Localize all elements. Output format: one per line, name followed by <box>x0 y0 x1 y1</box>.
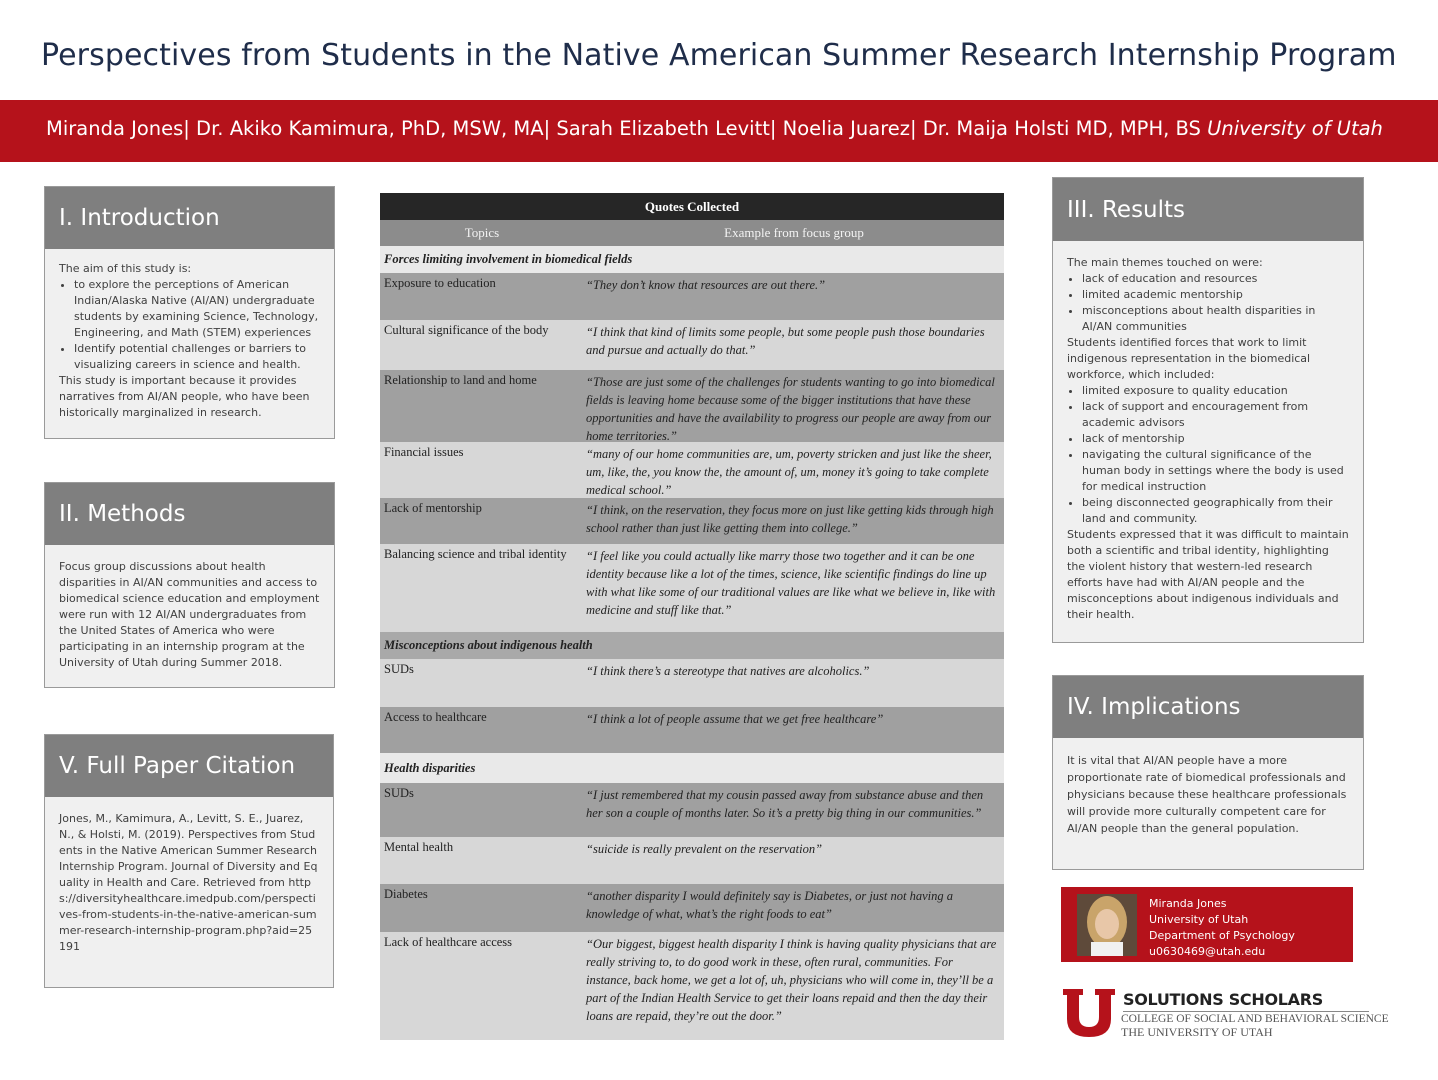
topic-cell: Lack of mentorship <box>384 501 482 515</box>
results-theme: • limited academic mentorship <box>1082 287 1349 303</box>
implications-text: It is vital that AI/AN people have a more proportionate rate of biomedical professionals and physicians because these healthcare professionals will provide more culturally competent care for AI/AN people than the general population. <box>1067 754 1347 835</box>
col-topics-header: Topics <box>464 225 500 240</box>
topic-cell: Financial issues <box>384 445 464 459</box>
logo-divider <box>1123 1011 1369 1012</box>
results-lead: The main themes touched on were: <box>1067 256 1263 269</box>
results-force: • lack of support and encouragement from academic advisors <box>1082 399 1349 431</box>
quote-cell: “I think a lot of people assume that we get free healthcare” <box>586 712 884 726</box>
table-section-heading: Health disparities <box>380 753 1004 783</box>
table-title: Quotes Collected <box>380 193 1004 220</box>
table-row <box>380 370 1004 442</box>
results-theme: • lack of education and resources <box>1082 271 1349 287</box>
citation-heading: V. Full Paper Citation <box>45 735 333 797</box>
implications-card <box>1052 675 1364 870</box>
table-row <box>380 544 1004 632</box>
contact-name: Miranda Jones <box>1149 897 1227 910</box>
university-u-logo <box>1061 987 1117 1039</box>
quote-cell: “I think that kind of limits some people, but some people push those boundaries and pursue and actually do that.” <box>586 325 985 357</box>
results-body <box>1053 241 1363 633</box>
table-row <box>380 659 1004 707</box>
results-forces <box>1067 383 1349 527</box>
implications-heading: IV. Implications <box>1053 676 1363 738</box>
contact-card <box>1061 887 1353 962</box>
citation-text: Jones, M., Kamimura, A., Levitt, S. E., Juarez, N., & Holsti, M. (2019). Perspectives from Students in the Native American Summer Research Internship Program. Journal of Diversity and Equality in Health and Care. Retrieved from https://diversityhealthcare.imedpub.com/perspectives-from-students-in-the-native-american-summer-research-internship-program.php?aid=25191 <box>59 812 318 953</box>
topic-cell: Lack of healthcare access <box>384 935 513 949</box>
table-row <box>380 884 1004 932</box>
introduction-bullet: • Identify potential challenges or barriers to visualizing careers in science and health. <box>74 341 320 373</box>
quote-cell: “I think, on the reservation, they focus more on just like getting kids through high school rather than just like getting them into college.” <box>586 503 994 535</box>
table-row <box>380 783 1004 837</box>
col-example-header: Example from focus group <box>724 225 864 240</box>
table-row <box>380 932 1004 1040</box>
quote-cell: “They don’t know that resources are out there.” <box>586 278 826 292</box>
author-names: Miranda Jones| Dr. Akiko Kamimura, PhD, MSW, MA| Sarah Elizabeth Levitt| Noelia Juarez| Dr. Maija Holsti MD, MPH, BS <box>46 117 1201 140</box>
introduction-body <box>45 249 334 431</box>
topic-cell: Cultural significance of the body <box>384 323 549 337</box>
introduction-list <box>59 277 320 373</box>
results-force: • lack of mentorship <box>1082 431 1349 447</box>
quote-cell: “I just remembered that my cousin passed away from substance abuse and then her son a couple of months later. So it’s a pretty big thing in our communities.” <box>586 788 984 820</box>
table-row <box>380 707 1004 753</box>
results-themes <box>1067 271 1349 335</box>
introduction-bullet: • to explore the perceptions of American Indian/Alaska Native (AI/AN) undergraduate students by examining Science, Technology, Engineering, and Math (STEM) experiences <box>74 277 320 341</box>
topic-cell: SUDs <box>384 786 414 800</box>
topic-cell: Mental health <box>384 840 454 854</box>
table-header-row <box>380 220 1004 246</box>
contact-school: University of Utah <box>1149 913 1249 926</box>
logo-brand: SOLUTIONS SCHOLARS <box>1123 990 1323 1009</box>
author-institution: University of Utah <box>1207 117 1383 140</box>
quote-cell: “suicide is really prevalent on the reservation” <box>586 842 823 856</box>
introduction-lead: The aim of this study is: <box>59 262 192 275</box>
results-force: • navigating the cultural significance of the human body in settings where the body is used for medical instruction <box>1082 447 1349 495</box>
results-heading: III. Results <box>1053 178 1363 241</box>
topic-cell: Access to healthcare <box>384 710 487 724</box>
quote-cell: “another disparity I would definitely say is Diabetes, or just not having a knowledge of what, what’s the right foods to eat” <box>586 889 953 921</box>
logo-university: THE UNIVERSITY OF UTAH <box>1121 1025 1273 1039</box>
methods-card <box>44 482 335 688</box>
table-section-heading: Misconceptions about indigenous health <box>380 632 1004 659</box>
quotes-table <box>380 193 1004 1040</box>
quote-cell: “Those are just some of the challenges for students wanting to go into biomedical fields is leaving home because some of the bigger institutions that have these opportunities and have the availability to progress our people are away from our home territories.” <box>586 375 995 443</box>
topic-cell: Diabetes <box>384 887 428 901</box>
contact-email: u0630469@utah.edu <box>1149 945 1266 958</box>
contact-lines <box>1149 896 1295 960</box>
table-row <box>380 498 1004 544</box>
results-theme: • misconceptions about health disparities in AI/AN communities <box>1082 303 1349 335</box>
methods-text: Focus group discussions about health disparities in AI/AN communities and access to biomedical science education and employment were run with 12 AI/AN undergraduates from the United States of America who were participating in an internship program at the University of Utah during Summer 2018. <box>59 560 320 669</box>
solutions-scholars-logo <box>1061 985 1389 1045</box>
results-closing: Students expressed that it was difficult to maintain both a scientific and tribal identity, highlighting the violent history that western-led research efforts have had with AI/AN people and the misconceptions about indigenous individuals and their health. <box>1067 528 1349 621</box>
introduction-closing: This study is important because it provides narratives from AI/AN people, who have been historically marginalized in research. <box>59 374 310 419</box>
topic-cell: Balancing science and tribal identity <box>384 547 567 561</box>
topic-cell: SUDs <box>384 662 414 676</box>
introduction-heading: I. Introduction <box>45 187 334 249</box>
citation-card <box>44 734 334 988</box>
results-card <box>1052 177 1364 643</box>
results-forces-lead: Students identified forces that work to limit indigenous representation in the biomedical workforce, which included: <box>1067 336 1311 381</box>
table-section-heading: Forces limiting involvement in biomedical fields <box>380 246 1004 273</box>
quote-cell: “Our biggest, biggest health disparity I think is having quality physicians that are really striving to, to do good work in these, often rural, communities. For instance, back home, we get a lot of, uh, physicians who will come in, they’ll be a part of the Indian Health Service to get their loans repaid and then the day their loans are repaid, they’re out the door.” <box>586 937 997 1023</box>
poster-title: Perspectives from Students in the Native American Summer Research Internship Program <box>41 38 1397 73</box>
logo-college: COLLEGE OF SOCIAL AND BEHAVIORAL SCIENCE <box>1121 1013 1389 1025</box>
introduction-card <box>44 186 335 439</box>
author-photo <box>1077 894 1137 956</box>
author-line <box>46 117 1383 140</box>
topic-cell: Relationship to land and home <box>384 373 537 387</box>
table-row <box>380 320 1004 370</box>
results-force: • limited exposure to quality education <box>1082 383 1349 399</box>
quote-cell: “many of our home communities are, um, poverty stricken and just like the sheer, um, like, the, you know the, the amount of, um, money it’s going to take complete medical school.” <box>586 447 992 497</box>
quote-cell: “I feel like you could actually like marry those two together and it can be one identity because like a lot of the times, science, like scientific findings do line up with what like some of our traditional values are like what we believe in, like with medicine and stuff like that.” <box>586 549 996 617</box>
results-force: • being disconnected geographically from their land and community. <box>1082 495 1349 527</box>
table-row <box>380 837 1004 884</box>
table-row <box>380 442 1004 498</box>
table-row <box>380 273 1004 320</box>
topic-cell: Exposure to education <box>384 276 496 290</box>
quote-cell: “I think there’s a stereotype that natives are alcoholics.” <box>586 664 870 678</box>
contact-dept: Department of Psychology <box>1149 929 1295 942</box>
methods-heading: II. Methods <box>45 483 334 545</box>
